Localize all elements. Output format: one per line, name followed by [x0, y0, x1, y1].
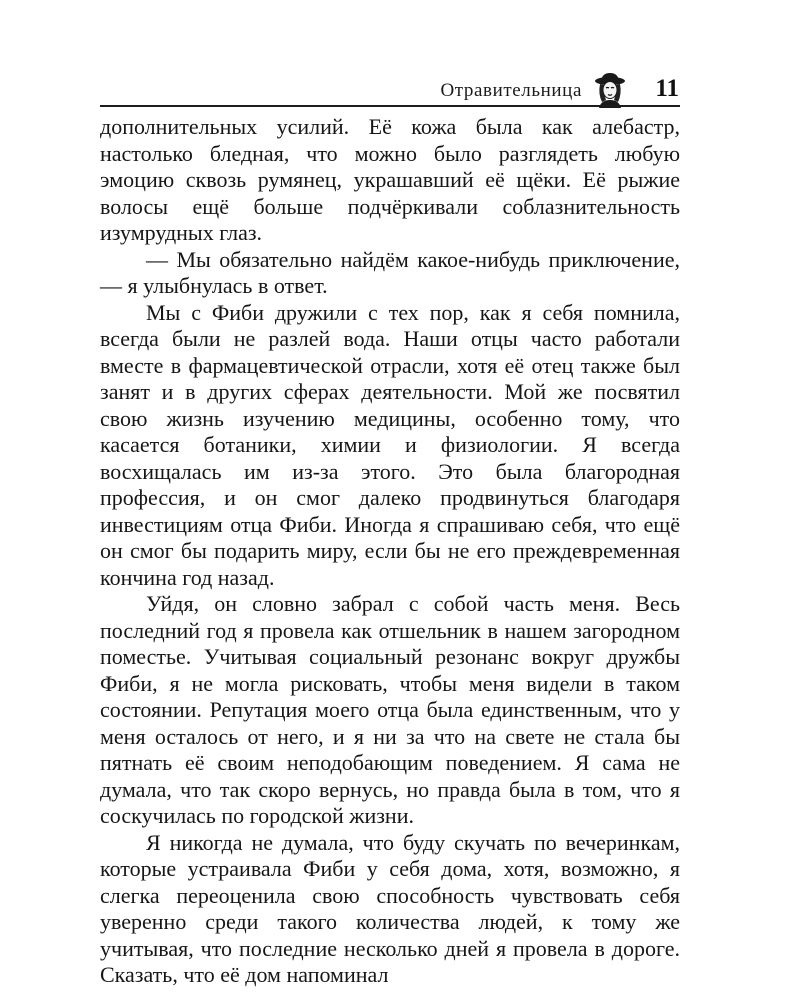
paragraph: дополнительных усилий. Её кожа была как алебастр, настолько бледная, что можно было разглядеть любую эмоцию сквозь румянец, украшавший её щёки. Её рыжие волосы ещё больше подчёркивали соблазнительность изумрудных глаз.: [100, 114, 680, 245]
header-rule: [100, 105, 680, 107]
woman-portrait-emblem-icon: [592, 72, 628, 108]
page-number: 11: [655, 75, 679, 102]
paragraph: Я никогда не думала, что буду скучать по вечеринкам, которые устраивала Фиби у себя дома, хотя, возможно, я слегка переоценила свою способность чувствовать себя уверенно среди такого количества людей, к тому же учитывая, что последние несколько дней я провела в дороге. Сказать, что её дом напоминал: [100, 829, 680, 987]
paragraph: Мы с Фиби дружили с тех пор, как я себя помнила, всегда были не разлей вода. Наши отцы часто работали вместе в фармацевтической отрасли, хотя её отец также был занят и в других сферах деятельности. Мой же посвятил свою жизнь изучению медицины, особенно тому, что касается ботаники, химии и физиологии. Я всегда восхищалась им из-за этого. Это была благородная профессия, и он смог далеко продвинуться благодаря инвестициям отца Фиби. Иногда я спрашиваю себя, что ещё он смог бы подарить миру, если бы не его преждевременная кончина год назад.: [100, 299, 680, 590]
body-text: [100, 114, 680, 989]
running-title: Отравительница: [440, 80, 582, 101]
paragraph: — Мы обязательно найдём какое-нибудь приключение, — я улыбнулась в ответ.: [100, 246, 680, 298]
paragraph: Уйдя, он словно забрал с собой часть меня. Весь последний год я провела как отшельник в нашем загородном поместье. Учитывая социальный резонанс вокруг дружбы Фиби, я не могла рисковать, чтобы меня видели в таком состоянии. Репутация моего отца была единственным, что у меня осталось от него, и я ни за что на свете не стала бы пятнать её своим неподобающим поведением. Я сама не думала, что так скоро вернусь, но правда была в том, что я соскучилась по городской жизни.: [100, 591, 680, 828]
page-header: [100, 72, 680, 104]
